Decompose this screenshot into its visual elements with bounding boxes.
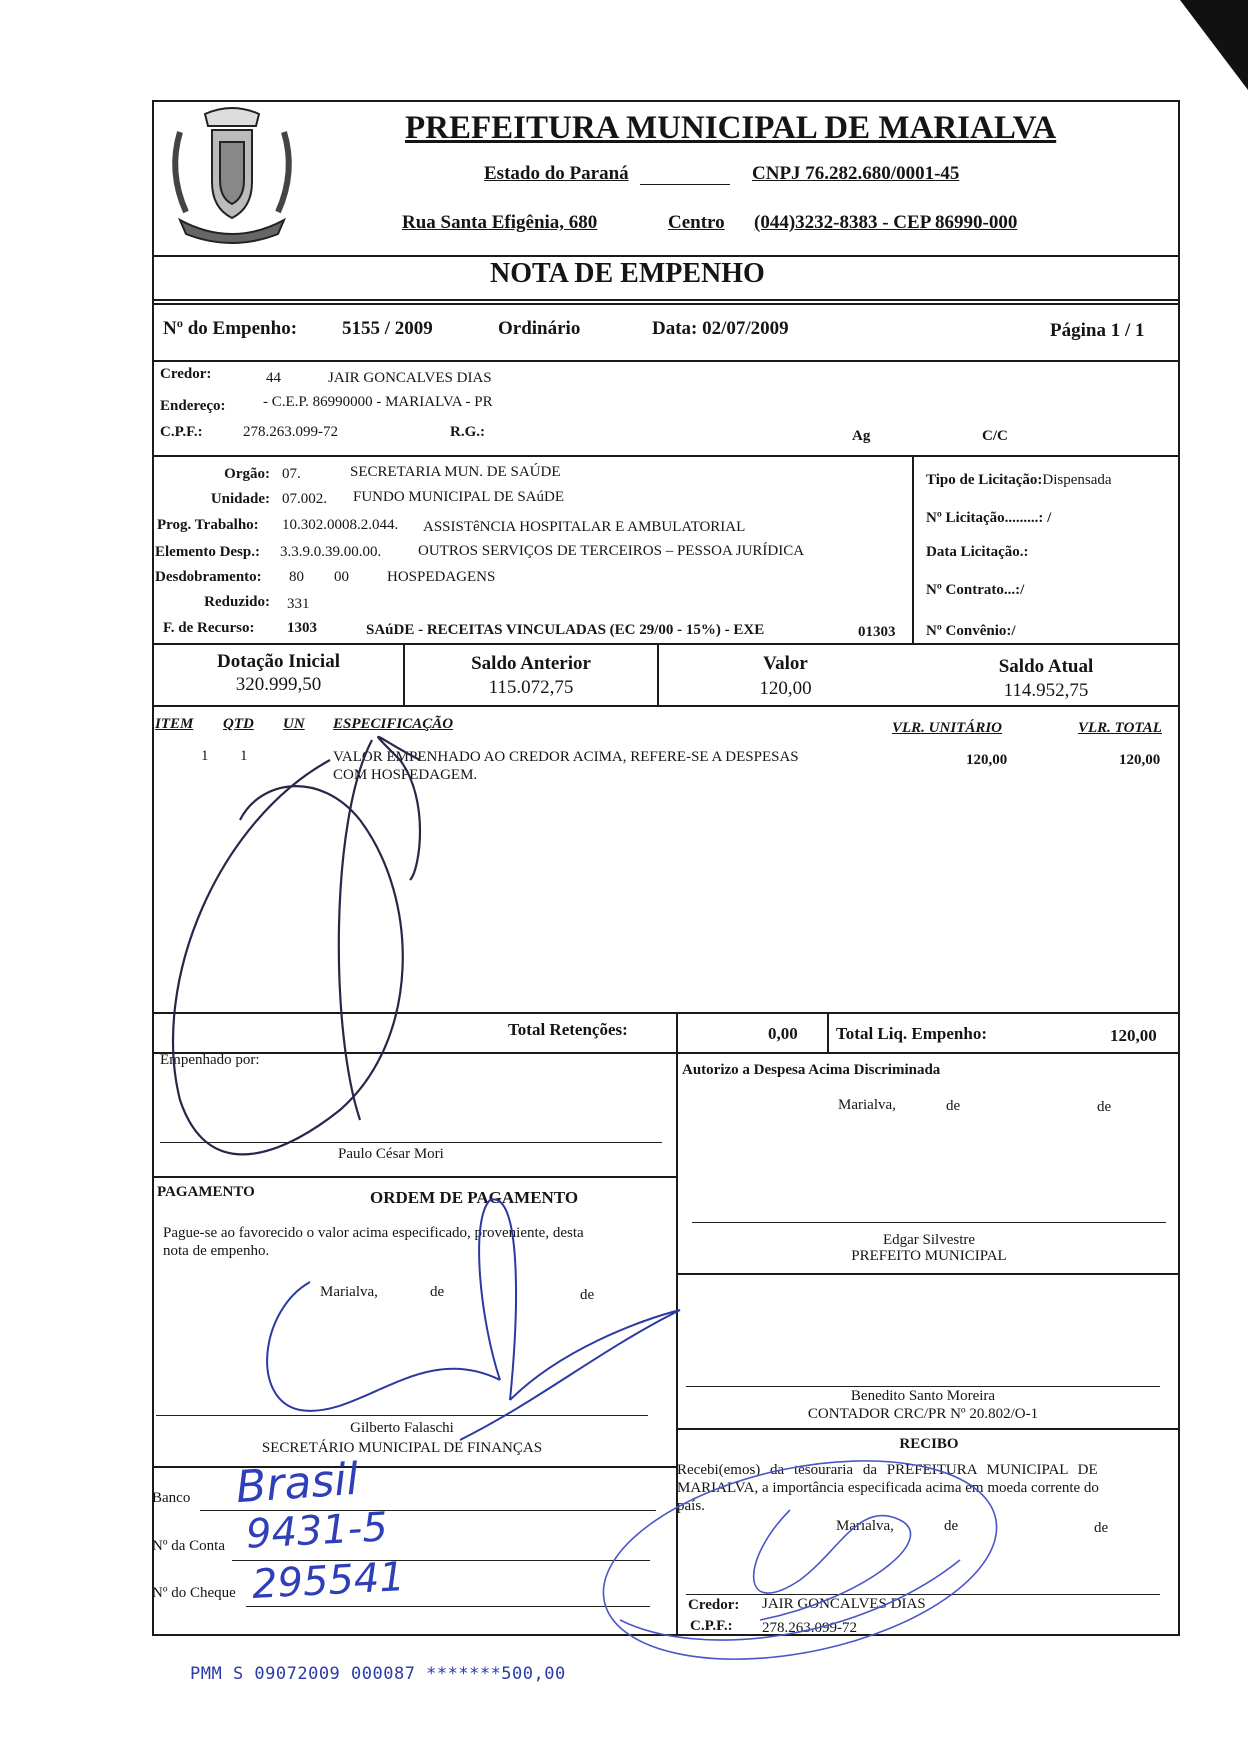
gilberto-signature-flourish — [460, 1310, 680, 1440]
tipo-licitacao-value: Dispensada — [1042, 472, 1112, 488]
paulo-signature-loop — [378, 737, 420, 880]
empenho-number: 5155 / 2009 — [342, 318, 433, 339]
prog-label: Prog. Trabalho: — [157, 517, 259, 533]
orgao-name: SECRETARIA MUN. DE SAÚDE — [350, 464, 561, 480]
numero-contrato: Nº Contrato...:/ — [926, 582, 1025, 598]
recibo-city: Marialva, — [836, 1518, 894, 1534]
pagamento-text-line2: nota de empenho. — [163, 1243, 270, 1259]
contador-name: Benedito Santo Moreira — [850, 1388, 996, 1404]
cnpj: CNPJ 76.282.680/0001-45 — [752, 163, 960, 184]
total-retencoes-label: Total Retenções: — [508, 1020, 628, 1039]
elemento-name: OUTROS SERVIÇOS DE TERCEIROS – PESSOA JURÍDICA — [418, 543, 805, 559]
prefeito-name: Edgar Silvestre — [882, 1232, 976, 1248]
credor-cpf: 278.263.099-72 — [243, 424, 338, 440]
empenho-number-label: Nº do Empenho: — [163, 318, 298, 339]
recibo-title: RECIBO — [899, 1436, 959, 1452]
phone-cep: (044)3232-8383 - CEP 86990-000 — [754, 212, 1018, 233]
recibo-cpf-label: C.P.F.: — [690, 1618, 733, 1634]
recurso-code: 1303 — [287, 620, 317, 636]
numero-convenio: Nº Convênio:/ — [926, 623, 1016, 639]
desdob-code2: 00 — [334, 569, 349, 585]
autorizo-text: Autorizo a Despesa Acima Discriminada — [682, 1062, 941, 1078]
col-header-spec: ESPECIFICAÇÃO — [333, 716, 454, 732]
col-header-unit: VLR. UNITÁRIO — [892, 720, 1003, 736]
orgao-label: Orgão: — [224, 466, 270, 482]
page-title: PREFEITURA MUNICIPAL DE MARIALVA — [405, 110, 1057, 146]
pagamento-de2: de — [580, 1287, 595, 1303]
col-header-total: VLR. TOTAL — [1078, 720, 1162, 736]
col-header-qtd: QTD — [223, 716, 254, 732]
unidade-code: 07.002. — [282, 491, 327, 507]
row-item: 1 — [201, 748, 209, 764]
district: Centro — [668, 212, 725, 233]
row-spec-line2: COM HOSPEDAGEM. — [333, 767, 478, 783]
pagamento-de1: de — [430, 1284, 445, 1300]
valor-value: 120,00 — [759, 678, 812, 699]
gilberto-signature — [267, 1282, 500, 1411]
empenhado-name: Paulo César Mori — [338, 1146, 444, 1162]
ordem-pagamento-title: ORDEM DE PAGAMENTO — [370, 1188, 579, 1207]
conta-label: Nº da Conta — [152, 1538, 225, 1554]
total-retencoes-value: 0,00 — [768, 1024, 798, 1043]
recibo-credor-label: Credor: — [688, 1597, 740, 1613]
credor-code: 44 — [266, 370, 281, 386]
dotacao-value: 320.999,50 — [235, 674, 322, 695]
secretario-title: SECRETÁRIO MUNICIPAL DE FINANÇAS — [261, 1440, 543, 1456]
credor-label: Credor: — [160, 366, 212, 382]
row-qtd: 1 — [240, 748, 248, 764]
unidade-label: Unidade: — [210, 491, 270, 507]
elemento-code: 3.3.9.0.39.00.00. — [280, 544, 382, 560]
credor-address: - C.E.P. 86990000 - MARIALVA - PR — [263, 394, 493, 410]
recibo-text-line1: Recebi(emos) da tesouraria da PREFEITURA MUNICIPAL DE — [677, 1462, 1098, 1478]
elemento-label: Elemento Desp.: — [155, 544, 260, 560]
recibo-cpf: 278.263.099-72 — [762, 1620, 857, 1636]
total-liquido-label: Total Liq. Empenho: — [836, 1024, 987, 1043]
data-licitacao: Data Licitação.: — [926, 544, 1029, 560]
credor-name: JAIR GONCALVES DIAS — [328, 370, 492, 386]
banco-label: Banco — [152, 1490, 191, 1506]
tipo-licitacao-label: Tipo de Licitação: — [926, 472, 1043, 488]
page-number: Página 1 / 1 — [1050, 320, 1145, 341]
row-spec-line1: VALOR EMPENHADO AO CREDOR ACIMA, REFERE-SE A DESPESAS — [333, 749, 799, 765]
autorizo-de2: de — [1097, 1099, 1112, 1115]
address: Rua Santa Efigênia, 680 — [402, 212, 598, 233]
valor-label: Valor — [763, 653, 808, 674]
paulo-signature-stroke — [339, 740, 372, 1120]
col-header-item: ITEM — [155, 716, 194, 732]
pagamento-city: Marialva, — [320, 1284, 378, 1300]
gilberto-signature-loop — [479, 1199, 516, 1400]
total-liquido-value: 120,00 — [1110, 1026, 1157, 1045]
scan-corner-shadow — [1180, 0, 1248, 90]
saldo-atual-value: 114.952,75 — [1003, 680, 1089, 701]
state-name: Estado do Paraná — [484, 163, 629, 184]
prog-code: 10.302.0008.2.044. — [282, 517, 399, 533]
cheque-label: Nº do Cheque — [152, 1585, 236, 1601]
recurso-name: SAúDE - RECEITAS VINCULADAS (EC 29/00 - 15%) - EXE — [366, 622, 765, 638]
recibo-credor-name: JAIR GONCALVES DIAS — [762, 1596, 926, 1612]
paulo-signature — [173, 760, 403, 1154]
payment-stamp: PMM S 09072009 000087 *******500,00 — [190, 1664, 566, 1684]
pagamento-text-line1: Pague-se ao favorecido o valor acima especificado, proveniente, desta — [163, 1225, 584, 1241]
cc-label: C/C — [982, 428, 1008, 444]
contador-title: CONTADOR CRC/PR Nº 20.802/O-1 — [807, 1406, 1039, 1422]
autorizo-city: Marialva, — [838, 1097, 896, 1113]
autorizo-de1: de — [946, 1098, 961, 1114]
handwritten-cheque: 295541 — [250, 1554, 406, 1608]
prog-name: ASSISTêNCIA HOSPITALAR E AMBULATORIAL — [423, 519, 746, 535]
cpf-label: C.P.F.: — [160, 424, 203, 440]
dotacao-label: Dotação Inicial — [217, 651, 340, 672]
desdob-label: Desdobramento: — [155, 569, 262, 585]
ag-label: Ag — [852, 428, 871, 444]
prefeito-title: PREFEITO MUNICIPAL — [851, 1248, 1007, 1264]
recibo-de2: de — [1094, 1520, 1109, 1536]
desdob-name: HOSPEDAGENS — [387, 569, 496, 585]
recibo-text-line3: país. — [677, 1498, 705, 1514]
handwritten-conta: 9431-5 — [244, 1504, 389, 1558]
secretario-name: Gilberto Falaschi — [350, 1420, 454, 1436]
numero-licitacao: Nº Licitação.........: / — [926, 510, 1052, 526]
saldo-anterior-label: Saldo Anterior — [471, 653, 591, 674]
empenhado-label: Empenhado por: — [160, 1052, 260, 1068]
empenho-type: Ordinário — [498, 318, 581, 339]
orgao-code: 07. — [282, 466, 301, 482]
unidade-name: FUNDO MUNICIPAL DE SAúDE — [353, 489, 564, 505]
address-label: Endereço: — [160, 398, 226, 414]
recibo-signature-oval — [585, 1428, 1015, 1691]
recibo-signature-tail — [620, 1560, 960, 1640]
desdob-code1: 80 — [289, 569, 304, 585]
recibo-text-line2: MARIALVA, a importância especificada acima em moeda corrente do — [677, 1480, 1099, 1496]
row-total-value: 120,00 — [1119, 752, 1161, 768]
saldo-atual-label: Saldo Atual — [998, 656, 1094, 677]
col-header-un: UN — [283, 716, 305, 732]
rg-label: R.G.: — [450, 424, 485, 440]
saldo-anterior-value: 115.072,75 — [488, 677, 574, 698]
pagamento-label: PAGAMENTO — [157, 1184, 255, 1200]
document-title: NOTA DE EMPENHO — [490, 258, 765, 289]
recurso-code2: 01303 — [858, 624, 896, 640]
recibo-de1: de — [944, 1518, 959, 1534]
row-unit-value: 120,00 — [966, 752, 1008, 768]
recurso-label: F. de Recurso: — [163, 620, 255, 636]
reduzido-label: Reduzido: — [204, 594, 270, 610]
empenho-date: Data: 02/07/2009 — [652, 318, 789, 339]
reduzido-value: 331 — [287, 596, 310, 612]
handwritten-banco: Brasil — [234, 1453, 361, 1514]
